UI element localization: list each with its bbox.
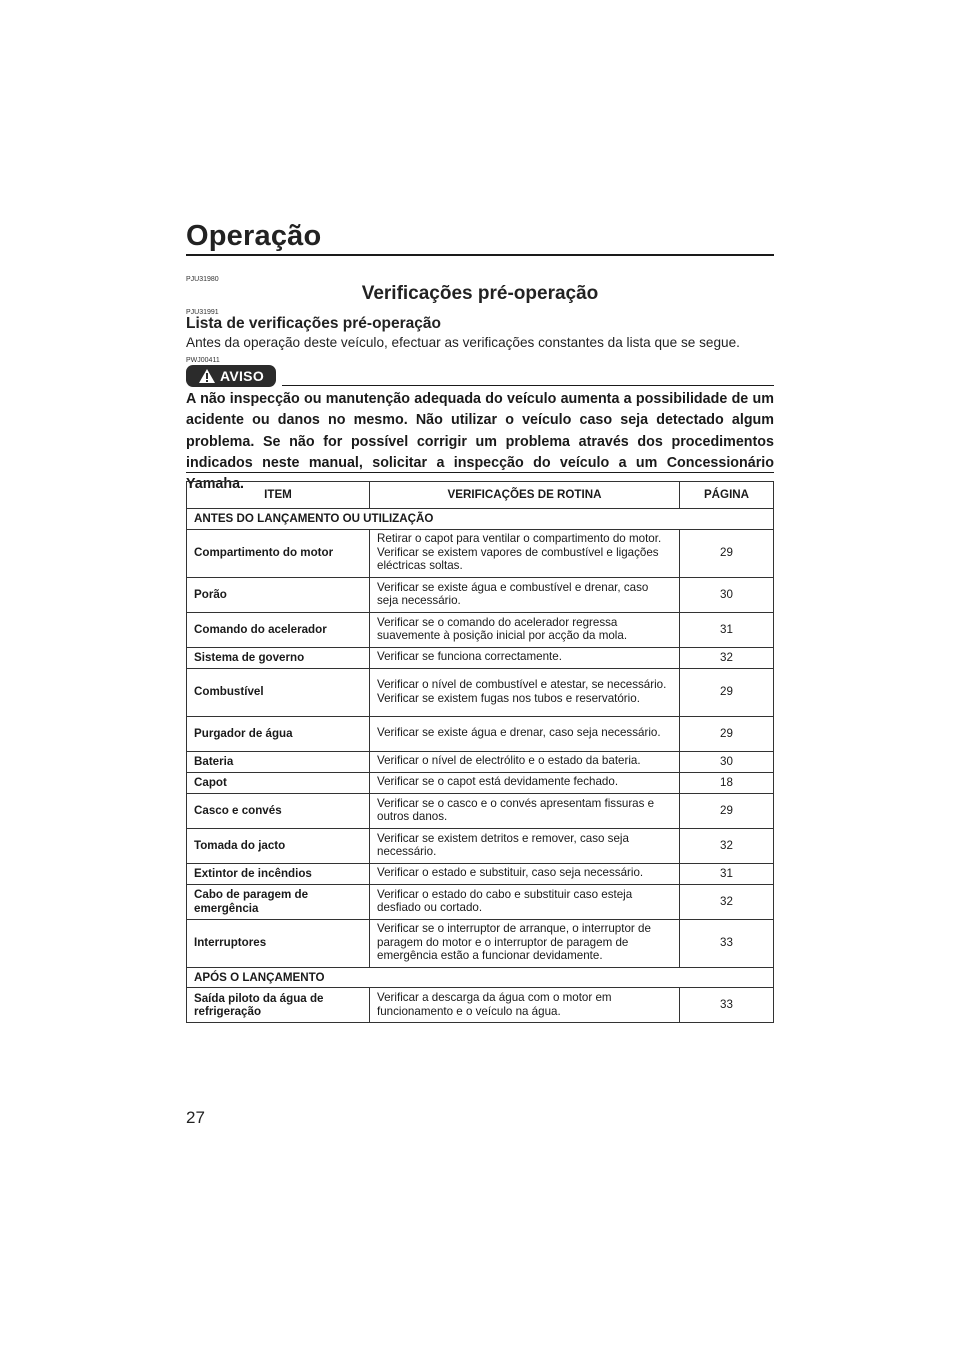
table-row: [187, 793, 774, 828]
row-description: [370, 668, 680, 716]
intro-paragraph: Antes da operação deste veículo, efectuar as verificações constantes da lista que se segue.: [186, 335, 740, 350]
row-item: Cabo de paragem de emergência: [187, 884, 370, 919]
section-code: PJU31980: [186, 276, 219, 283]
row-page: 29: [680, 668, 774, 716]
table-row: [187, 668, 774, 716]
section-label: APÓS O LANÇAMENTO: [187, 967, 774, 988]
warning-code: PWJ00411: [186, 357, 220, 364]
header-checks: VERIFICAÇÕES DE ROTINA: [370, 482, 680, 509]
header-item: ITEM: [187, 482, 370, 509]
row-description: Verificar se o capot está devidamente fechado.: [370, 772, 680, 793]
title-rule: [186, 254, 774, 256]
section-label: ANTES DO LANÇAMENTO OU UTILIZAÇÃO: [187, 509, 774, 530]
table-row: [187, 612, 774, 647]
warning-triangle-icon: [198, 368, 216, 384]
row-item: Tomada do jacto: [187, 828, 370, 863]
table-row: [187, 751, 774, 772]
row-item: Casco e convés: [187, 793, 370, 828]
table-section-row: [187, 967, 774, 988]
table-row: [187, 647, 774, 668]
row-item: Bateria: [187, 751, 370, 772]
subsection-heading: Lista de verificações pré-operação: [186, 315, 442, 332]
table-section-row: [187, 509, 774, 530]
pre-operation-checklist-table: [186, 481, 774, 1023]
row-item: Compartimento do motor: [187, 529, 370, 577]
header-page: PÁGINA: [680, 482, 774, 509]
row-page: 30: [680, 577, 774, 612]
row-page: 29: [680, 529, 774, 577]
row-page: 33: [680, 919, 774, 967]
row-description: Verificar se existe água e drenar, caso seja necessário.: [370, 716, 680, 751]
row-page: 32: [680, 884, 774, 919]
row-page: 30: [680, 751, 774, 772]
row-page: 31: [680, 863, 774, 884]
page-title: Operação: [186, 220, 322, 252]
row-description: Verificar o estado do cabo e substituir caso esteja desfiado ou cortado.: [370, 884, 680, 919]
row-description: Verificar se o interruptor de arranque, o interruptor de paragem do motor e o interruptor de paragem de emergência estão a funcionar devidamente.: [370, 919, 680, 967]
row-description: Verificar se o casco e o convés apresentam fissuras e outros danos.: [370, 793, 680, 828]
table-row: [187, 577, 774, 612]
row-item: Capot: [187, 772, 370, 793]
table-header-row: [187, 482, 774, 509]
table-row: [187, 828, 774, 863]
table-row: [187, 988, 774, 1023]
row-page: 29: [680, 716, 774, 751]
row-page: 18: [680, 772, 774, 793]
row-item: Sistema de governo: [187, 647, 370, 668]
warning-text: A não inspecção ou manutenção adequada do veículo aumenta a possibilidade de um acidente ou danos no mesmo. Não utilizar o veículo caso seja detectado algum problema. Se não for possível corrigir um problema através dos procedimentos indicados neste manual, solicitar a inspecção do veículo a um Concessionário Yamaha.: [186, 391, 774, 493]
row-page: 31: [680, 612, 774, 647]
table-row: [187, 772, 774, 793]
row-description: Verificar se o comando do acelerador regressa suavemente à posição inicial por acção da mola.: [370, 612, 680, 647]
row-description: Verificar se existe água e combustível e drenar, caso seja necessário.: [370, 577, 680, 612]
table-row: [187, 529, 774, 577]
warning-badge: [186, 365, 276, 387]
row-item: Extintor de incêndios: [187, 863, 370, 884]
row-description: Verificar a descarga da água com o motor em funcionamento e o veículo na água.: [370, 988, 680, 1023]
row-item: Combustível: [187, 668, 370, 716]
row-description-line: Verificar se existem fugas nos tubos e reservatório.: [377, 691, 640, 705]
warning-top-rule: [282, 385, 774, 386]
row-description: Retirar o capot para ventilar o compartimento do motor. Verificar se existem vapores de combustível e ligações eléctricas soltas.: [370, 529, 680, 577]
row-page: 32: [680, 828, 774, 863]
row-page: 29: [680, 793, 774, 828]
row-page: 33: [680, 988, 774, 1023]
table-row: [187, 863, 774, 884]
row-description: Verificar se existem detritos e remover, caso seja necessário.: [370, 828, 680, 863]
row-description-line: Verificar o nível de combustível e atestar, se necessário.: [377, 678, 667, 691]
warning-bottom-rule: [186, 472, 774, 473]
subsection-code: PJU31991: [186, 309, 219, 316]
row-description: Verificar se funciona correctamente.: [370, 647, 680, 668]
row-item: Interruptores: [187, 919, 370, 967]
row-item: Porão: [187, 577, 370, 612]
table-row: [187, 884, 774, 919]
table-row: [187, 919, 774, 967]
table-row: [187, 716, 774, 751]
row-item: Comando do acelerador: [187, 612, 370, 647]
section-heading: Verificações pré-operação: [361, 283, 599, 304]
row-description: Verificar o nível de electrólito e o estado da bateria.: [370, 751, 680, 772]
warning-label: AVISO: [219, 368, 265, 384]
page-number: 27: [186, 1108, 205, 1127]
row-item: Saída piloto da água de refrigeração: [187, 988, 370, 1023]
row-item: Purgador de água: [187, 716, 370, 751]
row-page: 32: [680, 647, 774, 668]
row-description: Verificar o estado e substituir, caso seja necessário.: [370, 863, 680, 884]
